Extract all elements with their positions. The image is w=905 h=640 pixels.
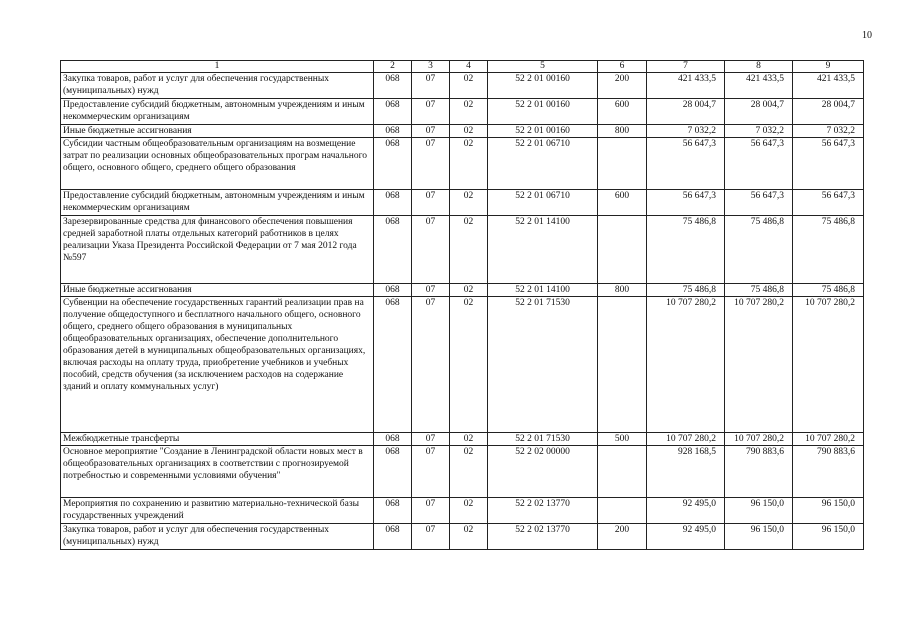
cell-subsection: 02	[450, 99, 488, 125]
cell-amount-9: 10 707 280,2	[793, 297, 864, 433]
cell-amount-7: 56 647,3	[647, 138, 725, 190]
budget-table	[60, 60, 864, 550]
cell-ministry: 068	[374, 284, 412, 297]
table-row	[61, 216, 864, 284]
cell-amount-7: 28 004,7	[647, 99, 725, 125]
cell-amount-7: 10 707 280,2	[647, 433, 725, 446]
col-header-8: 8	[725, 61, 793, 73]
row-description: Основное мероприятие "Создание в Ленинградской области новых мест в общеобразовательных организациях в соответствии с прогнозируемой потребностью и современными условиями обучения"	[61, 446, 374, 498]
cell-section: 07	[412, 125, 450, 138]
cell-amount-8: 7 032,2	[725, 125, 793, 138]
cell-amount-7: 928 168,5	[647, 446, 725, 498]
cell-subsection: 02	[450, 498, 488, 524]
cell-amount-9: 56 647,3	[793, 190, 864, 216]
cell-amount-8: 96 150,0	[725, 498, 793, 524]
cell-ministry: 068	[374, 446, 412, 498]
col-header-3: 3	[412, 61, 450, 73]
header-row	[61, 61, 864, 73]
col-header-7: 7	[647, 61, 725, 73]
row-description: Межбюджетные трансферты	[61, 433, 374, 446]
cell-section: 07	[412, 433, 450, 446]
cell-expense-type: 600	[598, 99, 647, 125]
cell-subsection: 02	[450, 73, 488, 99]
cell-target-code: 52 2 01 14100	[488, 216, 598, 284]
cell-amount-9: 96 150,0	[793, 524, 864, 550]
cell-amount-8: 10 707 280,2	[725, 433, 793, 446]
cell-target-code: 52 2 01 00160	[488, 73, 598, 99]
row-description: Субсидии частным общеобразовательным организациям на возмещение затрат по реализации основных общеобразовательных програм начального общего, основного общего, среднего общего образования	[61, 138, 374, 190]
cell-section: 07	[412, 446, 450, 498]
cell-expense-type	[598, 498, 647, 524]
cell-amount-8: 56 647,3	[725, 138, 793, 190]
cell-amount-7: 10 707 280,2	[647, 297, 725, 433]
cell-amount-9: 75 486,8	[793, 216, 864, 284]
cell-amount-9: 10 707 280,2	[793, 433, 864, 446]
table-row	[61, 446, 864, 498]
cell-ministry: 068	[374, 524, 412, 550]
col-header-1: 1	[61, 61, 374, 73]
table-row	[61, 433, 864, 446]
cell-subsection: 02	[450, 284, 488, 297]
cell-section: 07	[412, 99, 450, 125]
row-description: Предоставление субсидий бюджетным, автономным учреждениям и иным некоммерческим организациям	[61, 99, 374, 125]
cell-subsection: 02	[450, 446, 488, 498]
cell-target-code: 52 2 02 00000	[488, 446, 598, 498]
cell-expense-type: 200	[598, 524, 647, 550]
cell-amount-8: 790 883,6	[725, 446, 793, 498]
cell-amount-7: 421 433,5	[647, 73, 725, 99]
cell-ministry: 068	[374, 498, 412, 524]
cell-expense-type: 600	[598, 190, 647, 216]
cell-expense-type	[598, 297, 647, 433]
cell-expense-type: 500	[598, 433, 647, 446]
cell-expense-type	[598, 216, 647, 284]
cell-ministry: 068	[374, 125, 412, 138]
cell-amount-9: 790 883,6	[793, 446, 864, 498]
cell-amount-8: 56 647,3	[725, 190, 793, 216]
cell-amount-9: 75 486,8	[793, 284, 864, 297]
cell-amount-9: 96 150,0	[793, 498, 864, 524]
cell-amount-8: 75 486,8	[725, 216, 793, 284]
col-header-5: 5	[488, 61, 598, 73]
cell-amount-9: 28 004,7	[793, 99, 864, 125]
cell-ministry: 068	[374, 297, 412, 433]
col-header-2: 2	[374, 61, 412, 73]
cell-target-code: 52 2 01 14100	[488, 284, 598, 297]
table-row	[61, 125, 864, 138]
cell-amount-8: 75 486,8	[725, 284, 793, 297]
cell-amount-8: 96 150,0	[725, 524, 793, 550]
cell-target-code: 52 2 02 13770	[488, 498, 598, 524]
cell-amount-8: 421 433,5	[725, 73, 793, 99]
cell-amount-8: 10 707 280,2	[725, 297, 793, 433]
cell-amount-8: 28 004,7	[725, 99, 793, 125]
cell-subsection: 02	[450, 190, 488, 216]
cell-amount-7: 7 032,2	[647, 125, 725, 138]
cell-section: 07	[412, 73, 450, 99]
cell-target-code: 52 2 01 71530	[488, 433, 598, 446]
row-description: Предоставление субсидий бюджетным, автономным учреждениям и иным некоммерческим организациям	[61, 190, 374, 216]
cell-section: 07	[412, 138, 450, 190]
cell-expense-type: 200	[598, 73, 647, 99]
cell-target-code: 52 2 01 06710	[488, 138, 598, 190]
page-number: 10	[862, 30, 872, 41]
cell-subsection: 02	[450, 524, 488, 550]
table-row	[61, 73, 864, 99]
cell-expense-type: 800	[598, 284, 647, 297]
cell-section: 07	[412, 297, 450, 433]
cell-amount-7: 56 647,3	[647, 190, 725, 216]
cell-amount-7: 75 486,8	[647, 284, 725, 297]
cell-amount-9: 421 433,5	[793, 73, 864, 99]
cell-subsection: 02	[450, 433, 488, 446]
cell-section: 07	[412, 498, 450, 524]
row-description: Мероприятия по сохранению и развитию материально-технической базы государственных учреждений	[61, 498, 374, 524]
cell-ministry: 068	[374, 433, 412, 446]
table-row	[61, 99, 864, 125]
table-row	[61, 498, 864, 524]
cell-amount-7: 75 486,8	[647, 216, 725, 284]
cell-ministry: 068	[374, 190, 412, 216]
cell-amount-9: 7 032,2	[793, 125, 864, 138]
cell-target-code: 52 2 02 13770	[488, 524, 598, 550]
row-description: Иные бюджетные ассигнования	[61, 125, 374, 138]
cell-ministry: 068	[374, 73, 412, 99]
table-row	[61, 297, 864, 433]
cell-subsection: 02	[450, 138, 488, 190]
cell-subsection: 02	[450, 125, 488, 138]
row-description: Иные бюджетные ассигнования	[61, 284, 374, 297]
cell-expense-type	[598, 446, 647, 498]
col-header-4: 4	[450, 61, 488, 73]
row-description: Закупка товаров, работ и услуг для обеспечения государственных (муниципальных) нужд	[61, 73, 374, 99]
table-row	[61, 190, 864, 216]
cell-section: 07	[412, 284, 450, 297]
cell-amount-7: 92 495,0	[647, 498, 725, 524]
row-description: Зарезервированные средства для финансового обеспечения повышения средней заработной платы отдельных категорий работников в целях реализации Указа Президента Российской Федерации от 7 мая 2012 года №597	[61, 216, 374, 284]
cell-target-code: 52 2 01 06710	[488, 190, 598, 216]
col-header-9: 9	[793, 61, 864, 73]
cell-amount-9: 56 647,3	[793, 138, 864, 190]
cell-subsection: 02	[450, 216, 488, 284]
cell-ministry: 068	[374, 138, 412, 190]
cell-section: 07	[412, 216, 450, 284]
table-row	[61, 284, 864, 297]
row-description: Субвенции на обеспечение государственных гарантий реализации прав на получение общедоступного и бесплатного начального общего, основного общего, среднего общего образования в муниципальных общеобразовательных организациях, обеспечение дополнительного образования детей в муниципальных общеобразовательных организациях, включая расходы на оплату труда, приобретение учебников и учебных пособий, средств обучения (за исключением расходов на содержание зданий и оплату коммунальных услуг)	[61, 297, 374, 433]
row-description: Закупка товаров, работ и услуг для обеспечения государственных (муниципальных) нужд	[61, 524, 374, 550]
col-header-6: 6	[598, 61, 647, 73]
table-row	[61, 524, 864, 550]
cell-expense-type	[598, 138, 647, 190]
cell-target-code: 52 2 01 00160	[488, 99, 598, 125]
cell-target-code: 52 2 01 00160	[488, 125, 598, 138]
cell-ministry: 068	[374, 99, 412, 125]
cell-ministry: 068	[374, 216, 412, 284]
cell-subsection: 02	[450, 297, 488, 433]
table-row	[61, 138, 864, 190]
cell-expense-type: 800	[598, 125, 647, 138]
cell-amount-7: 92 495,0	[647, 524, 725, 550]
cell-section: 07	[412, 524, 450, 550]
cell-section: 07	[412, 190, 450, 216]
cell-target-code: 52 2 01 71530	[488, 297, 598, 433]
